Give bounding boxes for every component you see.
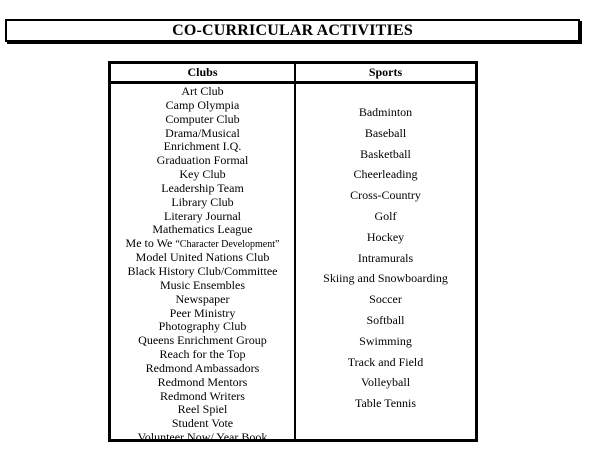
sports-list: [296, 102, 475, 414]
club-list-item: Leadership Team: [161, 180, 244, 195]
club-list-item: Literary Journal: [164, 208, 241, 223]
sport-list-item: Hockey: [366, 229, 405, 244]
page-title-box: [5, 19, 580, 42]
club-list-item: Art Club: [181, 84, 224, 98]
club-list-item: Student Vote: [171, 416, 234, 431]
club-list-item: Redmond Mentors: [157, 374, 248, 389]
club-list-item: Queens Enrichment Group: [138, 333, 267, 348]
sport-list-item: Swimming: [359, 333, 412, 348]
club-list-item: Redmond Writers: [160, 388, 245, 403]
sports-header: Sports: [368, 65, 403, 79]
sport-list-item: Track and Field: [347, 354, 424, 369]
sport-list-item: Basketball: [360, 146, 411, 161]
sport-list-item: Golf: [374, 208, 397, 223]
club-list-item: Computer Club: [165, 111, 240, 126]
club-list-item: Newspaper: [175, 291, 230, 306]
clubs-header: Clubs: [187, 65, 218, 79]
club-list-item: Reach for the Top: [159, 347, 246, 362]
club-list-item: Black History Club/Committee: [127, 263, 278, 278]
sport-list-item: Intramurals: [357, 250, 414, 265]
club-list-item: Graduation Formal: [156, 153, 249, 168]
club-list-item: Redmond Ambassadors: [145, 360, 260, 375]
sport-list-item: Skiing and Snowboarding: [323, 271, 448, 286]
sport-list-item: Volleyball: [360, 375, 411, 390]
sport-list-item: Softball: [366, 312, 405, 327]
sport-list-item: Baseball: [364, 125, 407, 140]
club-list-item: Library Club: [171, 194, 234, 209]
club-list-item: Mathematics League: [152, 222, 253, 237]
club-list-item: Music Ensembles: [160, 277, 245, 292]
sport-list-item: Cheerleading: [353, 167, 418, 182]
page-title: CO-CURRICULAR ACTIVITIES: [172, 21, 413, 39]
sport-list-item: Cross-Country: [350, 188, 421, 203]
club-list-item: Volunteer Now/ Year Book: [137, 430, 268, 445]
club-list-item: Camp Olympia: [165, 97, 240, 112]
club-list-item: Model United Nations Club: [135, 250, 270, 265]
club-list-item: Me to We “Character Development”: [125, 236, 280, 251]
table-header-row: [111, 64, 475, 84]
club-list-item: Key Club: [179, 167, 226, 182]
club-list-item: Reel Spiel: [177, 402, 228, 417]
clubs-list: [111, 85, 294, 445]
sport-list-item: Soccer: [369, 292, 402, 307]
club-list-item: Photography Club: [158, 319, 247, 334]
club-list-item: Peer Ministry: [169, 305, 236, 320]
club-list-item: Enrichment I.Q.: [163, 139, 242, 154]
sport-list-item: Table Tennis: [354, 396, 417, 411]
sport-list-item: Badminton: [358, 105, 413, 119]
club-list-item: Drama/Musical: [165, 125, 240, 140]
activities-table: [108, 61, 478, 445]
